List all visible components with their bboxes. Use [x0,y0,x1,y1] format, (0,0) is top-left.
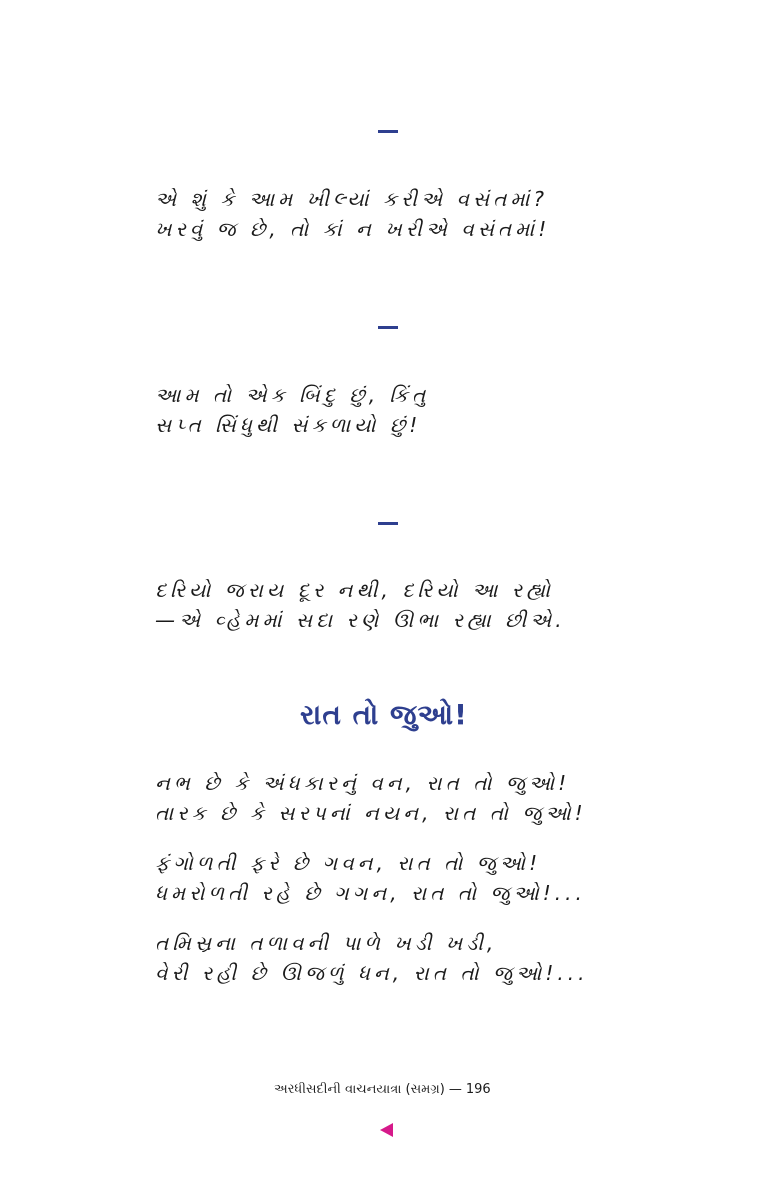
poem-line: નભ છે કે અંધકારનું વન, રાત તો જુઓ! [155,771,571,795]
poem-title: રાત તો જુઓ! [300,698,468,731]
poem-line: તારક છે કે સરપનાં નયન, રાત તો જુઓ! [155,801,587,825]
couplet-2 [155,380,635,440]
triangle-left-icon[interactable] [380,1123,393,1137]
couplet-1 [155,184,635,244]
section-divider [378,522,398,525]
poem-line: વેરી રહી છે ઊજળું ધન, રાત તો જુઓ!... [155,961,589,985]
poem-line: ધમરોળતી રહે છે ગગન, રાત તો જુઓ!... [155,881,586,905]
poem-stanza-3 [155,928,635,988]
poem-stanza-1 [155,768,635,828]
page-footer [274,1082,491,1097]
section-divider [378,130,398,133]
couplet-line: —એ વ્હેમમાં સદા રણે ઊભા રહ્યા છીએ. [155,608,566,632]
book-title: અરધીસદીની વાચનયાત્રા (સમગ્ર) [274,1082,445,1097]
poem-line: તમિસ્રના તળાવની પાળે ખડી ખડી, [155,931,498,955]
poem-line: ફંગોળતી ફરે છે ગવન, રાત તો જુઓ! [155,851,542,875]
section-divider [378,326,398,329]
couplet-line: ખરવું જ છે, તો કાં ન ખરીએ વસંતમાં! [155,217,551,241]
couplet-line: એ શું કે આમ ખીલ્યાં કરીએ વસંતમાં? [155,187,549,211]
footer-separator: — [448,1082,462,1097]
poem-stanza-2 [155,848,635,908]
couplet-line: સપ્ત સિંધુથી સંકળાયો છું! [155,413,422,437]
couplet-3 [155,575,635,635]
couplet-line: દરિયો જરાય દૂર નથી, દરિયો આ રહ્યો [155,578,554,602]
page-number: 196 [465,1082,491,1097]
couplet-line: આમ તો એક બિંદુ છું, કિંતુ [155,383,430,407]
